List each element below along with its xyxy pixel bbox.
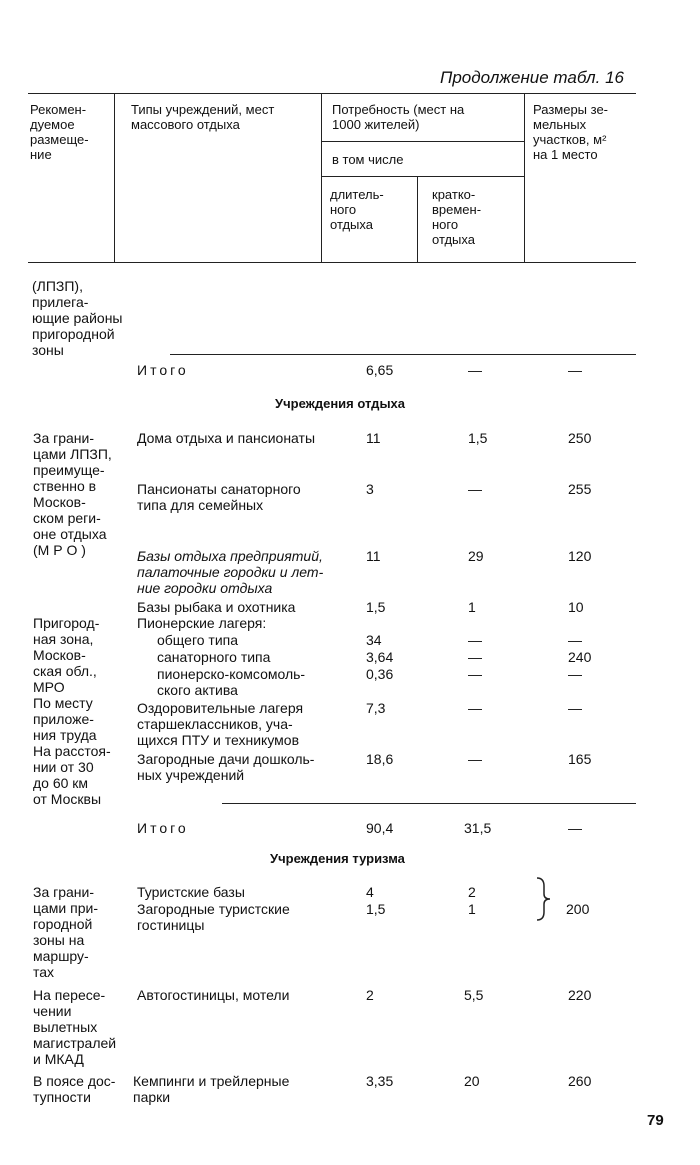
- total-long-2: 31,5: [464, 820, 492, 836]
- total-rule-2: [222, 803, 636, 804]
- row-long: —: [468, 751, 482, 767]
- row-type: санаторного типа: [157, 649, 271, 665]
- header-types: Типы учреждений, мест массового отдыха: [131, 102, 275, 132]
- header-short-stay: кратко- времен- ного отдыха: [432, 187, 482, 247]
- header-divider-1: [114, 93, 115, 262]
- row-type: Оздоровительные лагеря старшеклассников, уча- щихся ПТУ и техникумов: [137, 700, 304, 748]
- header-bottom-rule: [28, 262, 636, 263]
- row-need: 3: [366, 481, 374, 497]
- row-size-combined: 200: [566, 901, 590, 917]
- row-need: 11: [366, 430, 381, 446]
- header-need-including: в том числе: [332, 152, 404, 167]
- row-size: 255: [568, 481, 592, 497]
- placement-routes: За грани- цами при- городной зоны на маршру- тах: [33, 884, 98, 980]
- row-need: 4: [366, 884, 374, 900]
- row-type: общего типа: [157, 632, 239, 648]
- row-long: 1,5: [468, 430, 488, 446]
- row-type: Дома отдыха и пансионаты: [137, 430, 316, 446]
- row-size: 240: [568, 649, 592, 665]
- row-long: —: [468, 666, 482, 682]
- row-need: 2: [366, 987, 374, 1003]
- placement-mkad: На пересе- чении вылетных магистралей и МКАД: [33, 987, 117, 1067]
- row-type: Загородные туристские гостиницы: [137, 901, 290, 933]
- page-number: 79: [647, 1112, 664, 1129]
- row-need: 3,64: [366, 649, 394, 665]
- row-size: —: [568, 632, 582, 648]
- row-long: —: [468, 649, 482, 665]
- row-long: —: [468, 481, 482, 497]
- row-type: Автогостиницы, мотели: [137, 987, 290, 1003]
- total-size-2: —: [568, 820, 582, 836]
- header-land-size: Размеры зе- мельных участков, м² на 1 место: [533, 102, 609, 162]
- total-need-1: 6,65: [366, 362, 394, 378]
- total-long-1: —: [468, 362, 482, 378]
- header-divider-3: [524, 93, 525, 262]
- row-need: 34: [366, 632, 382, 648]
- row-size: 260: [568, 1073, 592, 1089]
- row-long: —: [468, 632, 482, 648]
- header-top-rule: [28, 93, 636, 94]
- row-type: Кемпинги и трейлерные парки: [133, 1073, 290, 1105]
- row-type-heading: Пионерские лагеря:: [137, 615, 267, 631]
- row-need: 0,36: [366, 666, 394, 682]
- row-size: 120: [568, 548, 592, 564]
- header-long-stay: длитель- ного отдыха: [330, 187, 384, 232]
- row-type: Базы отдыха предприятий, палаточные городки и лет- ние городки отдыха: [137, 548, 324, 596]
- section-title-rest: Учреждения отдыха: [275, 396, 405, 411]
- row-size: 165: [568, 751, 592, 767]
- header-sub-rule-2: [321, 176, 524, 177]
- row-need: 1,5: [366, 901, 386, 917]
- row-need: 18,6: [366, 751, 394, 767]
- row-long: 20: [464, 1073, 480, 1089]
- continuation-caption: Продолжение табл. 16: [440, 68, 624, 87]
- row-size: —: [568, 700, 582, 716]
- row-size: —: [568, 666, 582, 682]
- total-label-1: Итого: [137, 362, 189, 378]
- section-title-tourism: Учреждения туризма: [270, 851, 405, 866]
- row-long: 29: [468, 548, 484, 564]
- row-need: 3,35: [366, 1073, 394, 1089]
- total-rule-1: [170, 354, 636, 355]
- row-type: Загородные дачи дошколь- ных учреждений: [137, 751, 315, 783]
- right-brace-icon: [535, 876, 553, 922]
- header-placement: Рекомен- дуемое размеще- ние: [30, 102, 89, 162]
- total-need-2: 90,4: [366, 820, 394, 836]
- total-label-2: Итого: [137, 820, 189, 836]
- row-need: 11: [366, 548, 381, 564]
- row-long: 5,5: [464, 987, 484, 1003]
- row-size: 250: [568, 430, 592, 446]
- placement-lpzp: (ЛПЗП), прилега- ющие районы пригородной зоны: [32, 278, 123, 358]
- row-type: Туристские базы: [137, 884, 245, 900]
- header-sub-rule-1: [321, 141, 524, 142]
- row-size: 220: [568, 987, 592, 1003]
- row-type: Пансионаты санаторного типа для семейных: [137, 481, 301, 513]
- total-size-1: —: [568, 362, 582, 378]
- row-need: 7,3: [366, 700, 386, 716]
- header-divider-4: [417, 176, 418, 262]
- row-long: 2: [468, 884, 476, 900]
- row-long: 1: [468, 599, 476, 615]
- row-type: Базы рыбака и охотника: [137, 599, 296, 615]
- row-long: —: [468, 700, 482, 716]
- row-type: пионерско-комсомоль- ского актива: [157, 666, 306, 698]
- row-need: 1,5: [366, 599, 386, 615]
- row-size: 10: [568, 599, 584, 615]
- placement-mro: За грани- цами ЛПЗП, преимуще- ственно в Москов- ском реги- оне отдыха (М Р О ): [33, 430, 112, 558]
- header-divider-2: [321, 93, 322, 262]
- header-need: Потребность (мест на 1000 жителей): [332, 102, 465, 132]
- row-long: 1: [468, 901, 476, 917]
- placement-suburban: Пригород- ная зона, Москов- ская обл., МРО По месту приложе- ния труда На расстоя- нии от 30 до 60 км от Москвы: [33, 615, 111, 807]
- placement-accessibility: В поясе дос- тупности: [33, 1073, 116, 1105]
